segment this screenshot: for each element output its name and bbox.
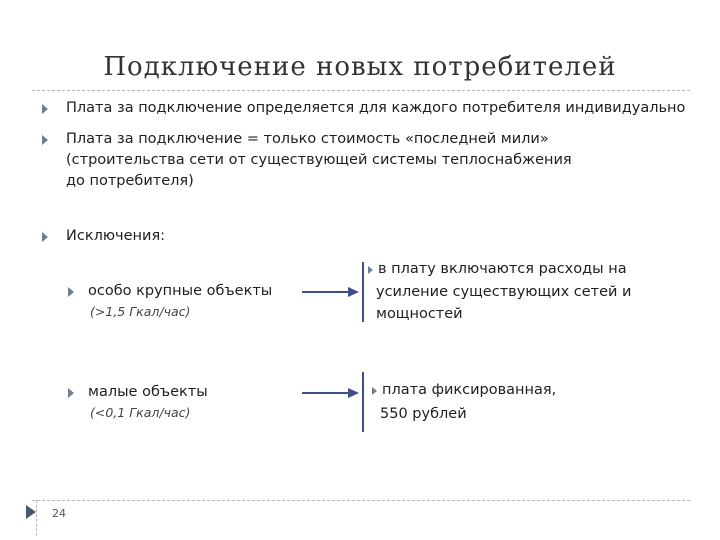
title-divider [32, 90, 690, 91]
exception-result: 550 рублей [380, 406, 467, 422]
exception-result: в плату включаются расходы на [378, 261, 627, 277]
sub-bullet-arrow-icon [68, 287, 74, 297]
exception-label: особо крупные объекты [88, 283, 273, 299]
bullet-text: Плата за подключение определяется для каждого потребителя индивидуально [66, 100, 686, 116]
exception-result: плата фиксированная, [382, 382, 557, 398]
arrow-right-icon [348, 287, 359, 297]
bullet-arrow-icon [42, 232, 48, 242]
footer-divider [32, 500, 690, 501]
bullet-text: Плата за подключение = только стоимость «последней мили» [66, 131, 549, 147]
result-arrow-icon [372, 387, 377, 395]
sub-bullet-arrow-icon [68, 388, 74, 398]
separator-bar [362, 372, 364, 432]
exception-label: малые объекты [88, 384, 208, 400]
bullet-text: (строительства сети от существующей системы теплоснабжения [66, 152, 572, 168]
bullet-text: до потребителя) [66, 173, 194, 189]
result-arrow-icon [368, 266, 373, 274]
bullet-arrow-icon [42, 104, 48, 114]
exception-note: (<0,1 Гкал/час) [90, 405, 191, 420]
separator-bar [362, 262, 364, 322]
page-marker-icon [26, 505, 36, 519]
footer-corner-line [36, 500, 37, 536]
exception-note: (>1,5 Гкал/час) [90, 304, 191, 319]
bullet-arrow-icon [42, 135, 48, 145]
arrow-shaft [302, 392, 350, 394]
slide-title: Подключение новых потребителей [103, 52, 617, 82]
exception-result: мощностей [376, 306, 463, 322]
bullet-text: Исключения: [66, 228, 166, 244]
page-number: 24 [52, 507, 66, 520]
exception-result: усиление существующих сетей и [376, 284, 632, 300]
arrow-right-icon [348, 388, 359, 398]
arrow-shaft [302, 291, 350, 293]
